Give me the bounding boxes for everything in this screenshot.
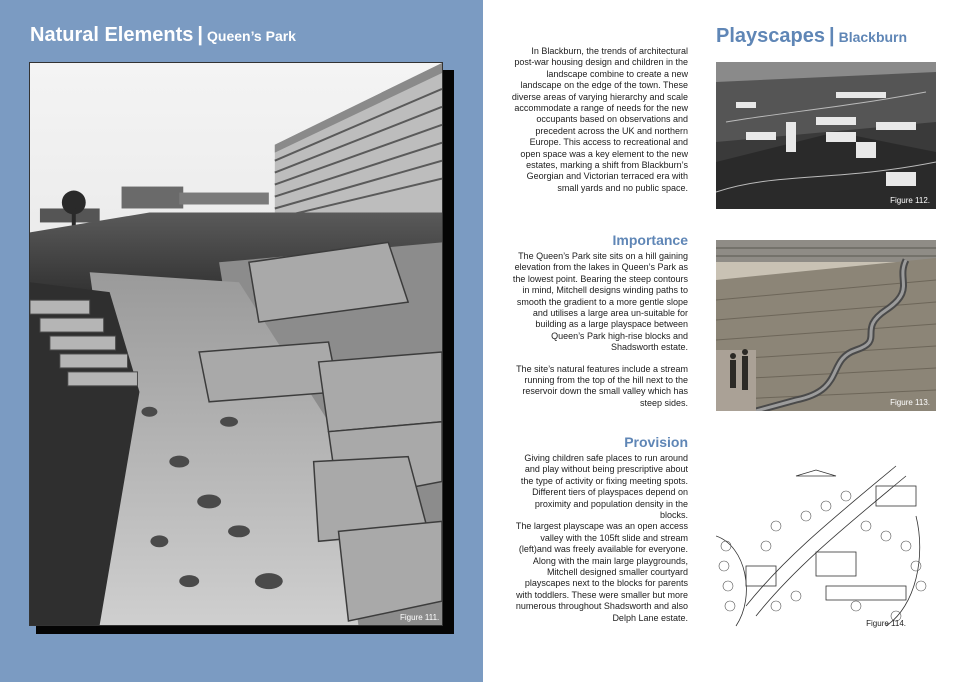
right-title-separator: | — [828, 25, 835, 47]
importance-text-block — [510, 251, 688, 419]
figure-111-caption: Figure 111. — [400, 613, 440, 622]
importance-paragraph-2: The site’s natural features include a stream running from the top of the hill next to the reservoir down the small valley which has steep sides. — [516, 363, 688, 408]
intro-paragraph: In Blackburn, the trends of architectural post-war housing design and children in the landscape combine to create a new landscape on the edge of the town. These diverse areas of varying hierarchy and scale accommodate a range of needs for the new occupants based on observations and precedent across the UK and northern Europe. This access to recreational and open space was a key element to the new estates, marking a shift from Blackburn’s Georgian and Victorian terraced era with small yards and no public space. — [511, 46, 688, 193]
aerial-estate-illustration — [716, 62, 936, 209]
right-page-title — [716, 25, 907, 48]
figure-112-caption: Figure 112. — [890, 196, 930, 205]
intro-text-block — [510, 46, 688, 204]
figure-111-photo — [29, 62, 443, 626]
left-title-main: Natural Elements — [30, 24, 194, 46]
stream-photo-illustration — [30, 63, 442, 625]
right-title-subtitle: Blackburn — [838, 29, 908, 45]
figure-114-caption: Figure 114. — [866, 619, 906, 628]
left-page-title — [30, 24, 296, 47]
provision-heading: Provision — [624, 434, 688, 450]
figure-112-aerial-photo — [716, 62, 936, 209]
figure-113-slide-photo — [716, 240, 936, 411]
slide-illustration — [716, 240, 936, 411]
importance-heading: Importance — [612, 232, 688, 248]
importance-paragraph-1: The Queen’s Park site sits on a hill gaining elevation from the lakes in Queen’s Park as the lowest point. Bearing the steep contours in mind, Mitchell designs winding paths to smooth the gradient to a more gentle slope and utilises a large area un-suitable for building as a large playspace between Queen’s Park high-rise blocks and Shadsworth estate. — [512, 251, 688, 353]
figure-113-caption: Figure 113. — [890, 398, 930, 407]
provision-paragraph-1: Giving children safe places to run around and play without being prescriptive about the type of activity or fixing meeting spots. Different tiers of playspaces depend on proximity and population density in the blocks. — [520, 453, 688, 521]
provision-text-block — [510, 453, 688, 634]
figure-114-site-plan — [716, 456, 936, 630]
left-title-subtitle: Queen’s Park — [207, 28, 296, 44]
provision-paragraph-2: The largest playscape was an open access valley with the 105ft slide and stream (left)and was freely available for everyone. Along with the main large playgrounds, Mitchell designed smaller courtyard playscapes next to the blocks for parents with toddlers. These were smaller but more numerous throughout Shadsworth and also Delph Lane estate. — [515, 521, 688, 623]
site-plan-drawing — [716, 456, 936, 630]
right-title-main: Playscapes — [716, 25, 825, 47]
left-title-separator: | — [197, 24, 203, 46]
